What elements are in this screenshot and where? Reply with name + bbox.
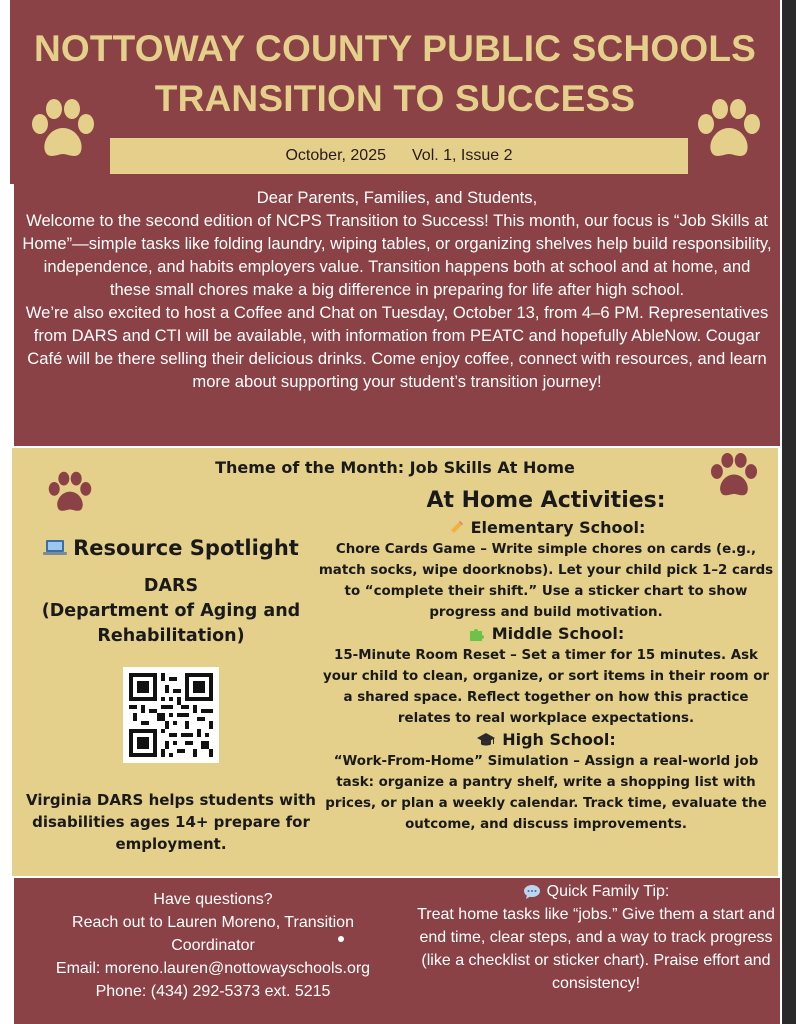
newsletter-title xyxy=(10,24,780,124)
elementary-heading xyxy=(314,517,778,539)
puzzle-icon xyxy=(468,625,486,643)
pencil-icon xyxy=(447,519,465,537)
spotlight-title: Resource Spotlight xyxy=(73,536,299,560)
tip-heading xyxy=(412,880,780,903)
contact-email[interactable]: Email: moreno.lauren@nottowayschools.org xyxy=(55,960,371,977)
tip-title: Quick Family Tip: xyxy=(546,883,670,900)
contact-person: Reach out to Lauren Moreno, Transition Coordinator xyxy=(72,914,354,954)
middle-title: Middle School: xyxy=(491,624,625,643)
tip-text: Treat home tasks like “jobs.” Give them a start and end time, clear steps, and a way to track progress (like a checklist or sticker chart). Praise effort and consistency! xyxy=(417,906,775,992)
contact-phone[interactable]: Phone: (434) 292-5373 ext. 5215 xyxy=(95,983,331,1000)
middle-activity: 15-Minute Room Reset – Set a timer for 15 minutes. Ask your child to clean, organize, or sort items in their room or a shared space. Reflect together on how this practice relates to real workplace expectations. xyxy=(322,648,770,726)
theme-title: Theme of the Month: Job Skills At Home xyxy=(215,458,575,477)
newsletter-footer xyxy=(14,878,780,1024)
resource-spotlight xyxy=(12,536,330,855)
high-title: High School: xyxy=(502,730,616,749)
issue-date: October, 2025 xyxy=(285,147,386,164)
family-tip xyxy=(412,880,780,995)
qr-code[interactable] xyxy=(123,667,219,763)
spotlight-description: Virginia DARS helps students with disabilities ages 14+ prepare for employment. xyxy=(26,791,316,853)
issue-date-band xyxy=(110,138,688,174)
laptop-icon xyxy=(43,539,67,557)
graduation-cap-icon xyxy=(476,731,496,749)
theme-section xyxy=(12,448,778,876)
resource-full-name: (Department of Aging and Rehabilitation) xyxy=(41,601,301,646)
activities-title: At Home Activities: xyxy=(426,488,666,513)
contact-prompt: Have questions? xyxy=(153,891,273,908)
page-right-edge xyxy=(782,0,796,1024)
at-home-activities xyxy=(314,488,778,835)
newsletter-header xyxy=(10,0,780,184)
intro-paragraph-2: We’re also excited to host a Coffee and Chat on Tuesday, October 13, from 4–6 PM. Representatives from DARS and CTI will be available, with information from PEATC and hopefully AbleNow. Cougar Café will be there selling their delicious drinks. Come enjoy coffee, connect with resources, and learn more about supporting your student’s transition journey! xyxy=(25,303,769,391)
intro-paragraph-1: Welcome to the second edition of NCPS Transition to Success! This month, our focus is “Job Skills at Home”—simple tasks like folding laundry, wiping tables, or organizing shelves help build responsibility, independence, and habits employers value. Transition happens both at school and at home, and these small chores make a big difference in preparing for life after high school. xyxy=(22,211,772,299)
elementary-activity: Chore Cards Game – Write simple chores on cards (e.g., match socks, wipe doorknobs). Let your child pick 1–2 cards to “complete their shift.” Use a sticker chart to show progress and build motivation. xyxy=(318,542,774,620)
decorative-dot xyxy=(338,936,344,942)
intro-greeting: Dear Parents, Families, and Students, xyxy=(256,188,538,207)
title-line-1: NOTTOWAY COUNTY PUBLIC SCHOOLS xyxy=(33,28,757,69)
resource-acronym: DARS xyxy=(143,576,199,596)
paw-print-icon xyxy=(694,98,764,162)
paw-print-icon xyxy=(46,470,94,516)
high-heading xyxy=(314,729,778,751)
intro-letter xyxy=(14,184,780,446)
high-activity: “Work-From-Home” Simulation – Assign a real-world job task: organize a pantry shelf, write a shopping list with prices, or plan a weekly calendar. Track time, evaluate the outcome, and discuss improvements. xyxy=(325,754,767,832)
issue-volume: Vol. 1, Issue 2 xyxy=(412,147,513,164)
elementary-title: Elementary School: xyxy=(470,518,646,537)
page-left-margin xyxy=(0,0,10,1024)
speech-bubble-icon xyxy=(523,884,541,900)
spotlight-heading xyxy=(12,536,330,560)
qr-code-graphic xyxy=(129,673,213,757)
title-line-2: TRANSITION TO SUCCESS xyxy=(154,78,636,119)
spotlight-resource-name xyxy=(12,574,330,649)
paw-print-icon xyxy=(28,98,98,162)
contact-info xyxy=(18,886,408,1003)
middle-heading xyxy=(314,623,778,645)
